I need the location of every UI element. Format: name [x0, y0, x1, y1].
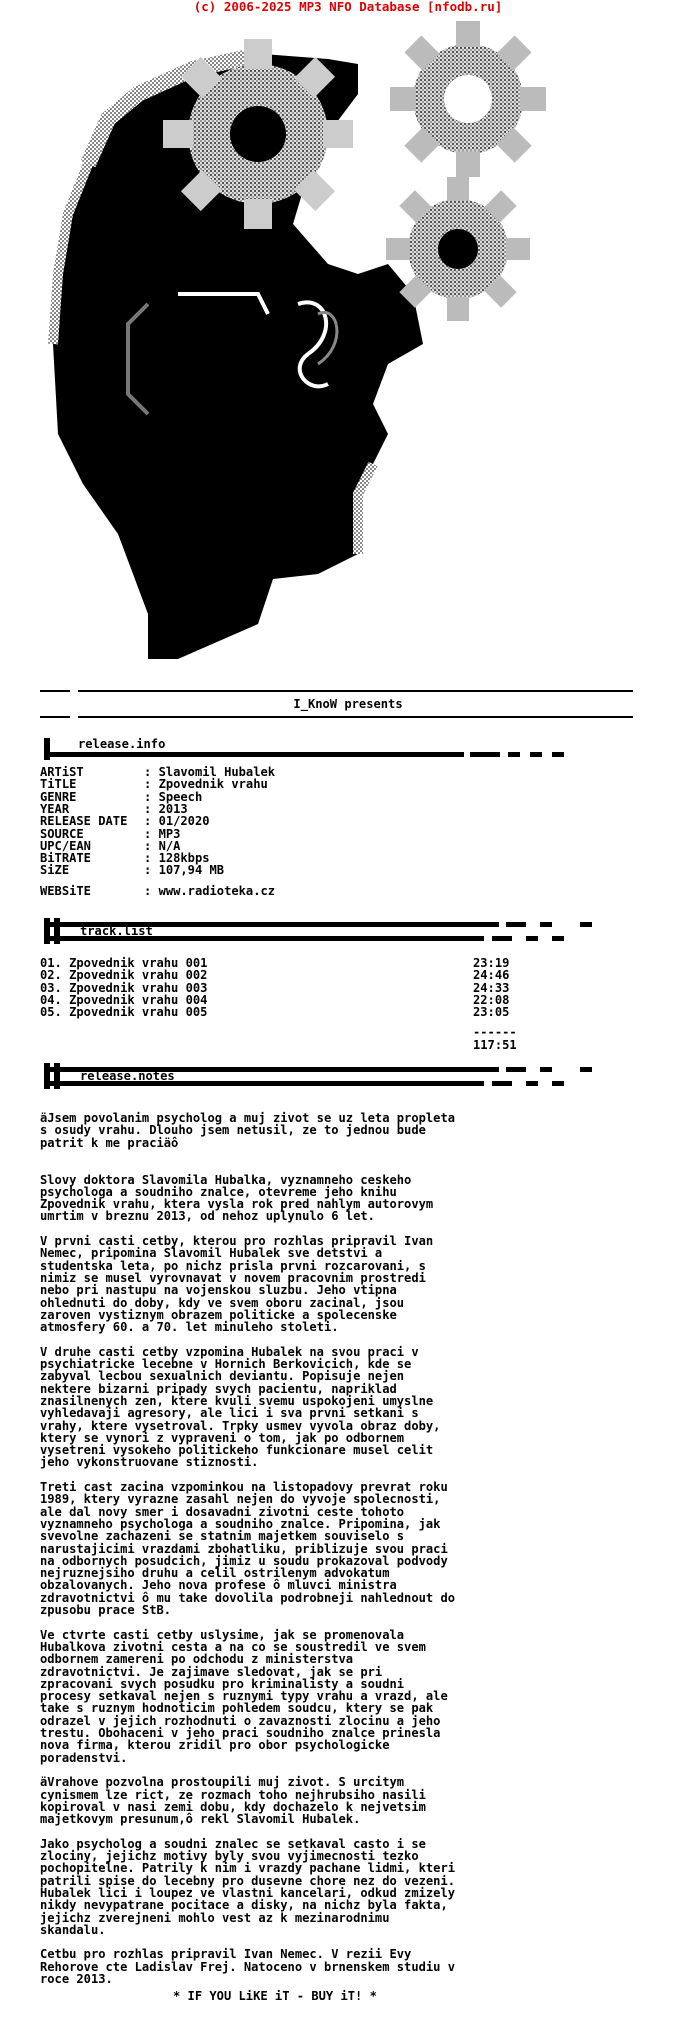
- notes-line: s osudy vrahu. Dlouho jsem netusil, ze to jednou bude: [40, 1123, 426, 1138]
- info-value: Speech: [158, 789, 203, 804]
- divider: [40, 716, 70, 718]
- notes-line: poradenstvi.: [40, 1750, 128, 1765]
- divider: [78, 716, 633, 718]
- notes-line: skandalu.: [40, 1922, 106, 1937]
- notes-line: jeho vykonstruovane stiznosti.: [40, 1455, 259, 1470]
- info-key: SOURCE: [40, 826, 84, 841]
- notes-line: zdravotnictvi ô mu take dovolila podrobneji nahlednout do: [40, 1590, 456, 1605]
- notes-line: nektere bizarni pripady svych pacientu, napriklad: [40, 1381, 397, 1396]
- notes-line: kopiroval v nasi zemi dobu, kdy dochazelo k nejvetsim: [40, 1799, 426, 1814]
- notes-line: narustajicimi vrazdami zbohatliku, priblizuje svou praci: [40, 1541, 448, 1556]
- info-key: RELEASE DATE: [40, 814, 128, 829]
- website-link[interactable]: www.radioteka.cz: [158, 884, 276, 898]
- info-colon: :: [144, 777, 159, 792]
- notes-line: nova firma, kterou zridil pro obor psychologicke: [40, 1738, 390, 1753]
- notes-line: studentska leta, po nichz prisla prvni rozcarovani, s: [40, 1258, 426, 1273]
- notes-line: atmosfery 60. a 70. let minuleho stoleti.: [40, 1320, 339, 1335]
- notes-line: vyznamneho psychologa a soudniho znalce. Pripomina, jak: [40, 1516, 441, 1531]
- notes-line: vysetreni vysokeho politickeho funkcionare musel celit: [40, 1443, 434, 1458]
- info-value: 128kbps: [158, 851, 210, 866]
- info-key: YEAR: [40, 801, 70, 816]
- track-name: 02. Zpovednik vrahu 002: [40, 968, 208, 983]
- section-track-list: track.list: [80, 924, 153, 938]
- notes-line: Zpovednik vrahu, ktera vysla rok pred nahlym autorovym: [40, 1197, 434, 1212]
- notes-line: pochopitelne. Patrily k nim i vrazdy pachane lidmi, kteri: [40, 1861, 456, 1876]
- notes-line: trestu. Obohaceni v jeho praci soudniho znalce prinesla: [40, 1726, 441, 1740]
- info-value: 01/2020: [158, 814, 210, 829]
- track-name: 05. Zpovednik vrahu 005: [40, 1005, 208, 1020]
- info-colon: :: [144, 789, 159, 804]
- info-value: Slavomil Hubalek: [158, 765, 276, 779]
- info-key: WEBSiTE: [40, 884, 91, 898]
- notes-line: svevolne zachazeni se statnim majetkem souviselo s: [40, 1529, 405, 1544]
- notes-line: psychiatricke lecebne v Hornich Berkovicich, kde se: [40, 1357, 412, 1371]
- notes-line: procesy setkaval nejen s ruznymi typy vrahu a vrazd, ale: [40, 1689, 448, 1704]
- notes-line: Treti cast zacina vzpominkou na listopadovy prevrat roku: [40, 1480, 448, 1494]
- notes-line: Hubalek lici i loupez ve vlastni kancelari, odkud zmizely: [40, 1885, 456, 1900]
- notes-line: psychologa a soudniho znalce, otevreme jeho knihu: [40, 1184, 397, 1199]
- track-name: 03. Zpovednik vrahu 003: [40, 980, 208, 995]
- info-value: 2013: [158, 801, 188, 816]
- info-colon: :: [144, 801, 159, 816]
- notes-line: Jako psycholog a soudni znalec se setkaval casto i se: [40, 1836, 426, 1851]
- notes-line: zpusobu prace StB.: [40, 1603, 172, 1617]
- notes-line: nikdy nevypatrane pocitace a disky, na nichz byla fakta,: [40, 1898, 448, 1913]
- notes-line: Nemec, pripomina Slavomil Hubalek sve detstvi a: [40, 1246, 383, 1261]
- notes-line: Slovy doktora Slavomila Hubalka, vyznamneho ceskeho: [40, 1172, 412, 1187]
- notes-line: ale dal novy smer i dosavadni zivotni ceste tohoto: [40, 1504, 405, 1519]
- track-row: [40, 1006, 509, 1018]
- notes-line: patrit k me praciäô: [40, 1135, 179, 1150]
- info-value: 107,94 MB: [158, 863, 225, 878]
- notes-line: vyhledavaji agresory, ale lici i sva prvni setkani s: [40, 1406, 419, 1421]
- notes-line: roce 2013.: [40, 1972, 113, 1986]
- notes-line: äJsem povolanim psycholog a muj zivot se uz leta propleta: [40, 1111, 456, 1125]
- notes-line: nejruznejsiho druhu a celil ostrilenym advokatum: [40, 1566, 390, 1581]
- notes-line: 1989, ktery vyrazne zasahl nejen do vyvoje spolecnosti,: [40, 1492, 441, 1507]
- info-colon: :: [144, 851, 159, 866]
- track-duration: 23:19: [473, 956, 510, 970]
- notes-line: znasilnenych zen, ktere kvuli svemu uspokojeni umyslne: [40, 1393, 434, 1408]
- notes-line: patrili spise do lecebny pro dusevne chore nez do vezeni.: [40, 1873, 456, 1888]
- notes-line: Cetbu pro rozhlas pripravil Ivan Nemec. V rezii Evy: [40, 1947, 412, 1962]
- info-colon: :: [144, 826, 159, 841]
- notes-line: Ve ctvrte casti cetby uslysime, jak se promenovala: [40, 1627, 405, 1642]
- release-info-row: [40, 815, 210, 827]
- info-colon: :: [144, 884, 159, 898]
- notes-line: V prvni casti cetby, kterou pro rozhlas pripravil Ivan: [40, 1234, 434, 1248]
- notes-line: zabyval lecbou sexualnich deviantu. Popisuje nejen: [40, 1369, 405, 1384]
- track-duration: 24:33: [473, 980, 510, 995]
- notes-line: zlociny, jejichz motivy byly svou vyjimecnosti tezko: [40, 1849, 419, 1863]
- info-key: SiZE: [40, 863, 70, 878]
- notes-line: Hubalkova zivotni cesta a na co se soustredil ve svem: [40, 1639, 426, 1654]
- notes-line: umrtim v breznu 2013, od nehoz uplynulo 6 let.: [40, 1209, 375, 1224]
- notes-line: zdravotnictvi. Je zajimave sledovat, jak se pri: [40, 1664, 383, 1679]
- notes-line: odbornem zamereni po odchodu z ministerstva: [40, 1652, 354, 1667]
- notes-line: odrazel v jejich rozhodnuti o zavaznosti zlocinu a jeho: [40, 1713, 441, 1728]
- divider: [40, 690, 70, 692]
- info-value: MP3: [158, 826, 181, 841]
- info-colon: :: [144, 814, 159, 829]
- info-key: UPC/EAN: [40, 838, 91, 853]
- release-info-row: [40, 864, 224, 876]
- track-row: [40, 969, 509, 981]
- notes-line: obzalovanych. Jeho nova profese ô mluvci ministra: [40, 1578, 397, 1593]
- track-duration: 24:46: [473, 968, 510, 983]
- notes-line: cynismem lze rict, ze rozmach toho nejhrubsiho nasili: [40, 1787, 426, 1802]
- track-duration: 23:05: [473, 1005, 510, 1020]
- notes-line: V druhe casti cetby vzpomina Hubalek na svou praci v: [40, 1344, 419, 1359]
- website-row: [40, 885, 275, 897]
- section-release-info: release.info: [78, 737, 166, 751]
- notes-line: äVrahove pozvolna prostoupili muj zivot. S urcitym: [40, 1775, 405, 1790]
- notes-line: majetkovym presunum,ô rekl Slavomil Hubalek.: [40, 1812, 361, 1827]
- info-value: Zpovednik vrahu: [158, 777, 268, 792]
- notes-line: nebo pri nastupu na vojenskou sluzbu. Jeho vtipna: [40, 1283, 397, 1298]
- info-key: ARTiST: [40, 765, 84, 779]
- track-duration: 22:08: [473, 992, 510, 1007]
- notes-line: jejichz zverejneni mohlo vest az k mezinarodnimu: [40, 1910, 390, 1925]
- notes-line: vrahy, ktere vysetroval. Trpky usmev vyvola obraz doby,: [40, 1418, 441, 1433]
- total-time: 117:51: [473, 1038, 517, 1052]
- total-separator: ------: [473, 1025, 517, 1039]
- track-name: 04. Zpovednik vrahu 004: [40, 992, 208, 1007]
- nfodb-credit: (c) 2006-2025 MP3 NFO Database [nfodb.ru]: [193, 0, 503, 14]
- info-key: GENRE: [40, 789, 77, 804]
- presents-title: I_KnoW presents: [293, 697, 403, 711]
- divider: [78, 690, 633, 692]
- track-name: 01. Zpovednik vrahu 001: [40, 956, 208, 970]
- info-colon: :: [144, 863, 159, 878]
- info-value: N/A: [158, 838, 181, 853]
- notes-line: Rehorove cte Ladislav Frej. Natoceno v brnenskem studiu v: [40, 1959, 456, 1974]
- notes-line: ktery se vynori z vypraveni o tom, jak po odbornem: [40, 1430, 405, 1445]
- info-key: TiTLE: [40, 777, 77, 792]
- footer-slogan: * IF YOU LiKE iT - BUY iT! *: [173, 1989, 377, 2003]
- notes-line: take s ruznym hodnoticim pohledem soudcu, ktery se pak: [40, 1701, 434, 1716]
- info-colon: :: [144, 765, 159, 779]
- info-colon: :: [144, 838, 159, 853]
- notes-line: nimiz se musel vyrovnavat v novem pracovnim prostredi: [40, 1270, 426, 1285]
- info-key: BiTRATE: [40, 851, 91, 866]
- section-release-notes: release.notes: [80, 1069, 175, 1083]
- notes-line: na odbornych posudcich, jimiz u soudu prokazoval podvody: [40, 1553, 448, 1568]
- notes-line: zpracovani svych posudku pro kriminalisty a soudni: [40, 1676, 405, 1691]
- notes-line: zaroven vystiznym obrazem politicke a spolecenske: [40, 1307, 397, 1322]
- notes-line: ohlednuti do doby, kdy ve svem oboru zacinal, jsou: [40, 1295, 405, 1310]
